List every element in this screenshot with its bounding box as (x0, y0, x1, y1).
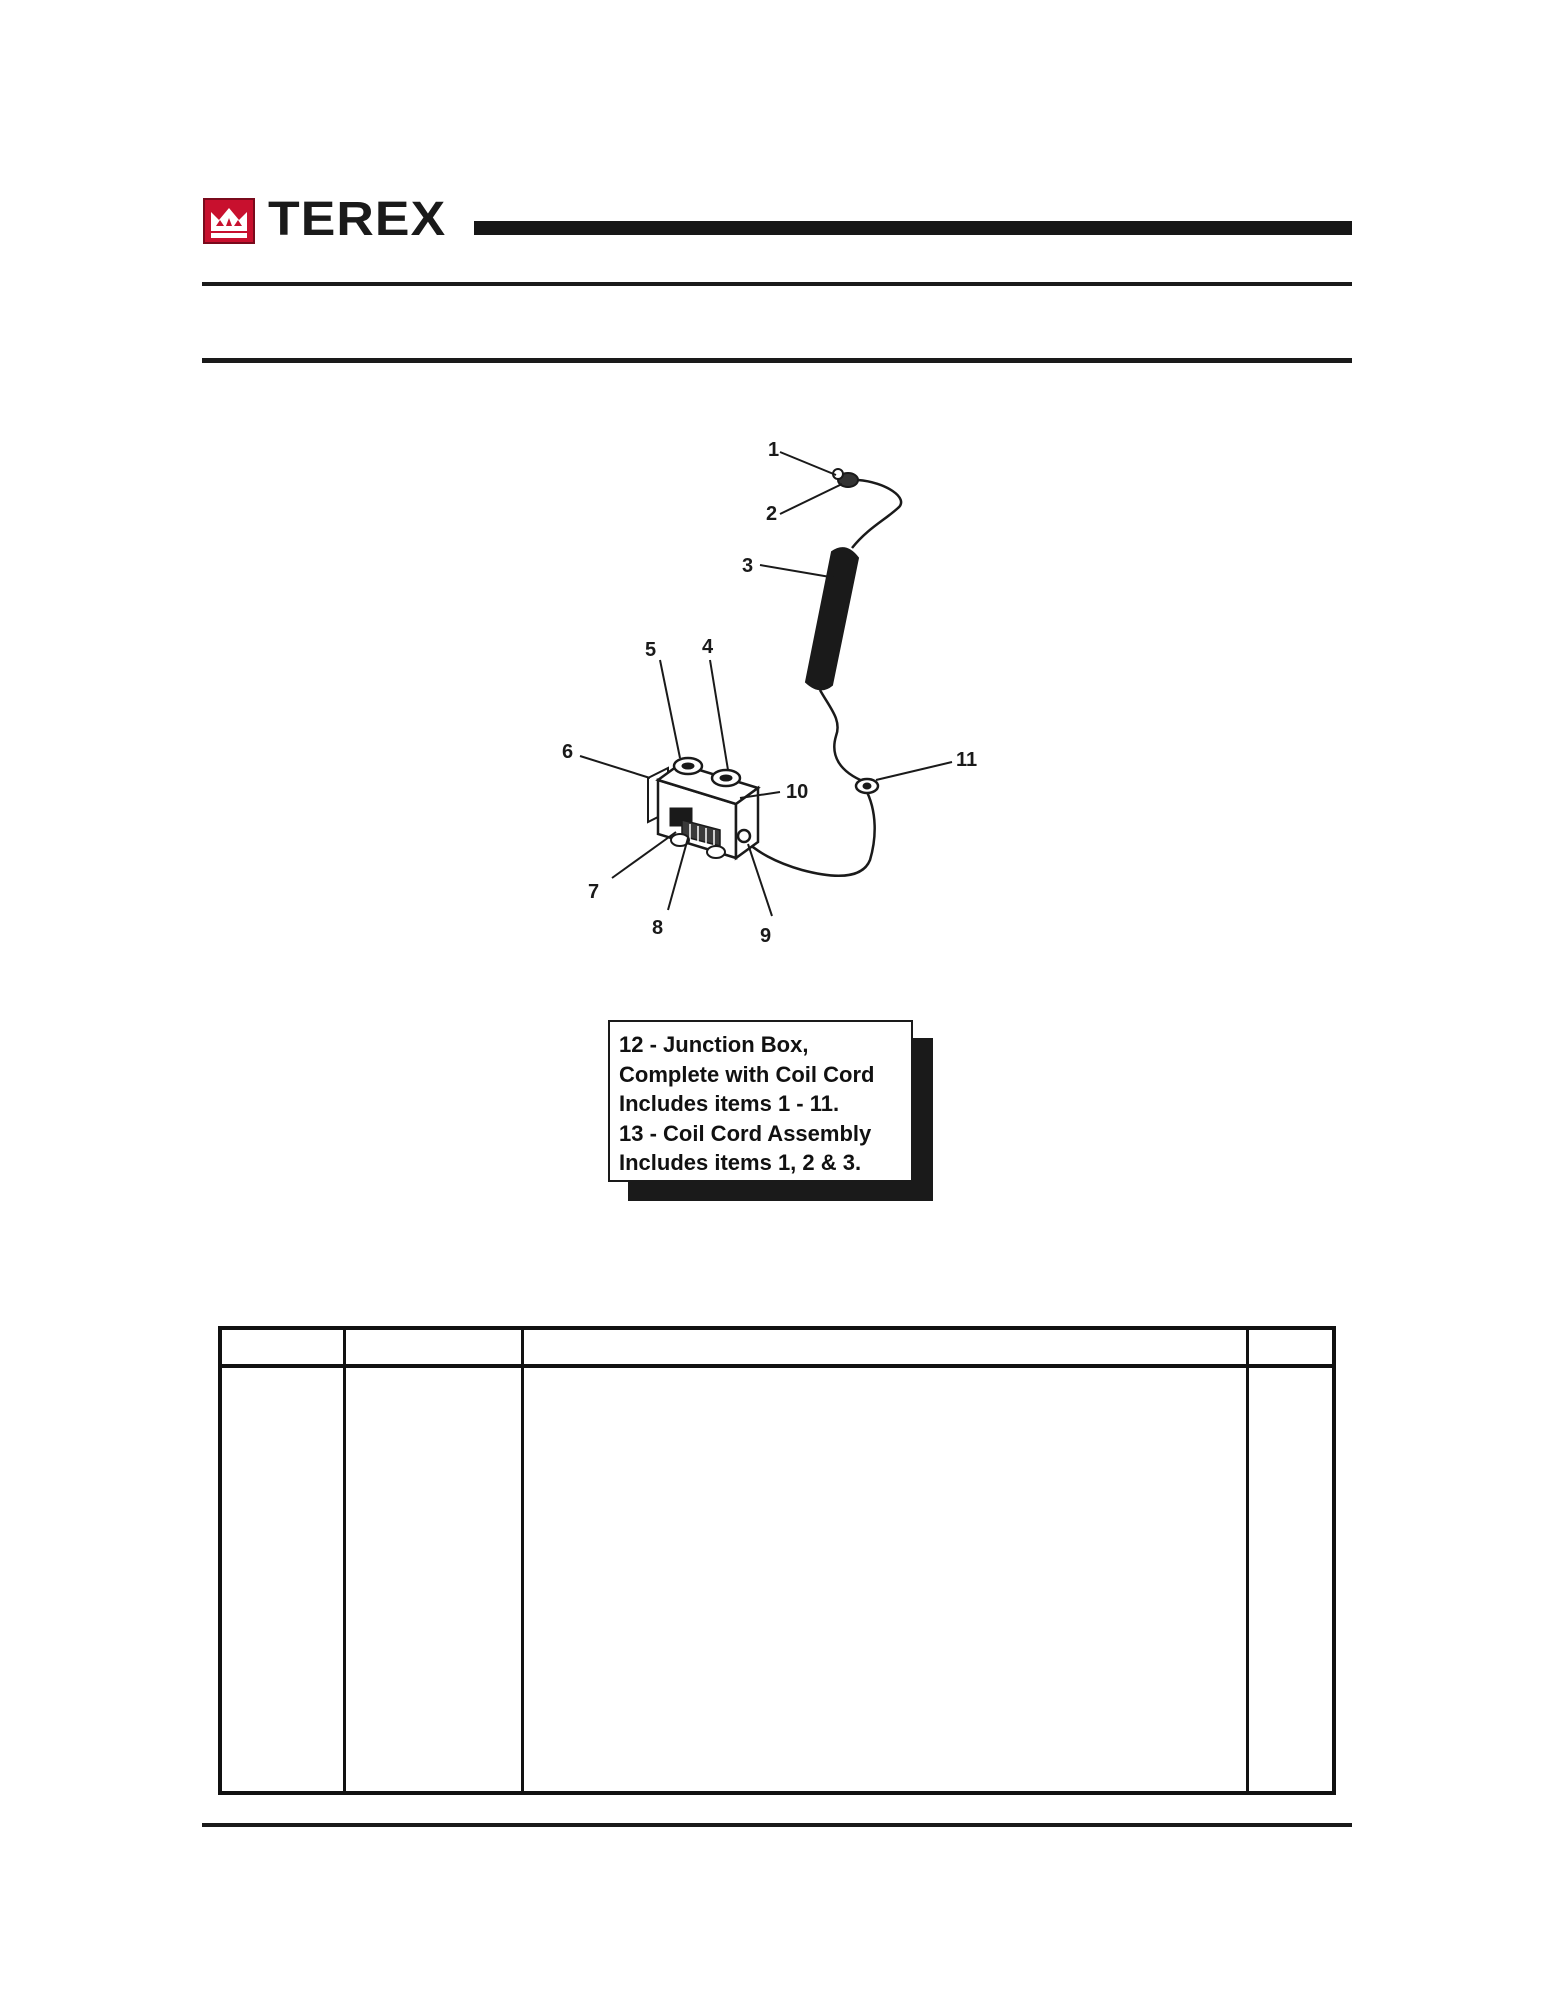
callout-9: 9 (760, 925, 772, 947)
kit-note-line: Includes items 1 - 11. (619, 1091, 840, 1116)
callout-4: 4 (702, 636, 714, 658)
table-header-rule (222, 1364, 1332, 1368)
callout-3: 3 (742, 555, 754, 577)
kit-note-line: Includes items 1, 2 & 3. (619, 1150, 862, 1175)
callout-11: 11 (956, 749, 978, 771)
header-bar (474, 221, 1352, 235)
callout-1: 1 (768, 439, 780, 461)
callout-6: 6 (562, 741, 574, 763)
callout-10: 10 (786, 781, 809, 803)
parts-table (218, 1326, 1336, 1795)
table-column-divider (1246, 1330, 1249, 1791)
kit-note-box (608, 1020, 913, 1182)
title-rule-top (202, 282, 1352, 286)
kit-note-line: Complete with Coil Cord (619, 1061, 875, 1087)
junction-box-diagram (540, 420, 1020, 960)
callout-5: 5 (645, 639, 657, 661)
callout-7: 7 (588, 881, 600, 903)
table-column-divider (343, 1330, 346, 1791)
callout-8: 8 (652, 917, 664, 939)
table-column-divider (521, 1330, 524, 1791)
footer-rule (202, 1823, 1352, 1827)
brand-wordmark: TEREX (268, 193, 447, 246)
terex-crown-logo-icon (203, 198, 255, 244)
kit-note-line: 13 - Coil Cord Assembly (619, 1120, 872, 1146)
kit-note-line: 12 - Junction Box, (619, 1032, 809, 1057)
title-rule-bottom (202, 358, 1352, 363)
callout-2: 2 (766, 503, 778, 525)
